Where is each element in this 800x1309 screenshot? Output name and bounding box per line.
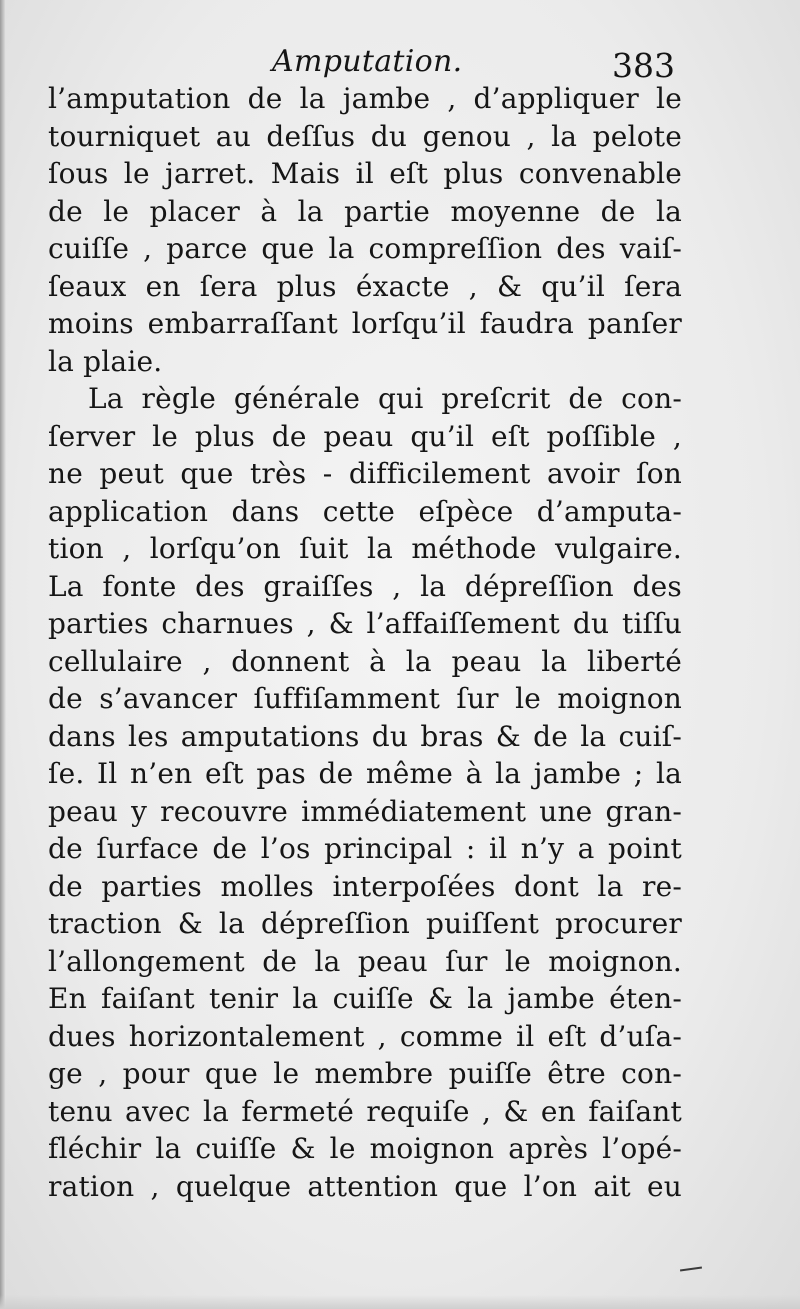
text-line: de parties molles interpoſées dont la re- [48,869,682,903]
text-line: de ſurface de l’os principal : il n’y a point [48,832,682,865]
footer-catchword-mark [680,1266,702,1271]
text-line: ſeaux en ſera plus éxacte , & qu’il ſera [48,269,682,303]
text-line: tenu avec la fermeté requiſe , & en faiſant [48,1094,682,1128]
text-line: cellulaire , donnent à la peau la liberté [48,644,682,678]
text-line: En faiſant tenir la cuiſſe & la jambe éten- [48,982,682,1015]
page-bottom-edge-shadow [0,1295,800,1309]
paragraph-start-line: La règle générale qui preſcrit de con- [88,382,682,415]
text-line: fléchir la cuiſſe & le moignon après l’opé- [48,1132,682,1165]
text-line: ſe. Il n’en eſt pas de même à la jambe ; la [48,757,682,790]
body-text [48,80,682,1205]
text-line: ſous le jarret. Mais il eſt plus convenable [48,157,682,190]
text-line: parties charnues , & l’affaiſſement du tiſſu [48,607,682,640]
text-line: ge , pour que le membre puiſſe être con- [48,1057,682,1090]
text-line: La fonte des graiſſes , la dépreſſion des [48,569,682,603]
text-line: l’allongement de la peau ſur le moignon. [48,944,682,978]
page-number: 383 [612,46,675,85]
text-line: tourniquet au deſſus du genou , la pelote [48,119,682,153]
text-line: application dans cette eſpèce d’amputa- [48,494,682,528]
running-title: Amputation. [272,44,463,79]
text-line: ration , quelque attention que l’on ait eu [48,1169,682,1203]
text-line: de le placer à la partie moyenne de la [48,194,682,228]
text-line: l’amputation de la jambe , d’appliquer le [48,82,682,115]
text-line: dues horizontalement , comme il eſt d’uſa- [48,1019,682,1053]
text-line: moins embarraſſant lorſqu’il faudra panſer [48,307,682,340]
text-line: traction & la dépreſſion puiſſent procurer [48,907,682,940]
text-line: cuiſſe , parce que la compreſſion des vaiſ- [48,232,682,265]
text-line: de s’avancer ſuffiſamment ſur le moignon [48,682,682,715]
running-head [0,42,800,85]
text-line: la plaie. [48,344,163,378]
text-line: ne peut que très - difficilement avoir ſon [48,457,682,490]
text-line: ſerver le plus de peau qu’il eſt poſſible , [48,419,682,453]
page-left-edge-shadow [0,0,6,1309]
text-line: dans les amputations du bras & de la cuiſ- [48,719,682,753]
text-line: tion , lorſqu’on ſuit la méthode vulgaire. [48,532,682,565]
text-line: peau y recouvre immédiatement une gran- [48,794,682,828]
